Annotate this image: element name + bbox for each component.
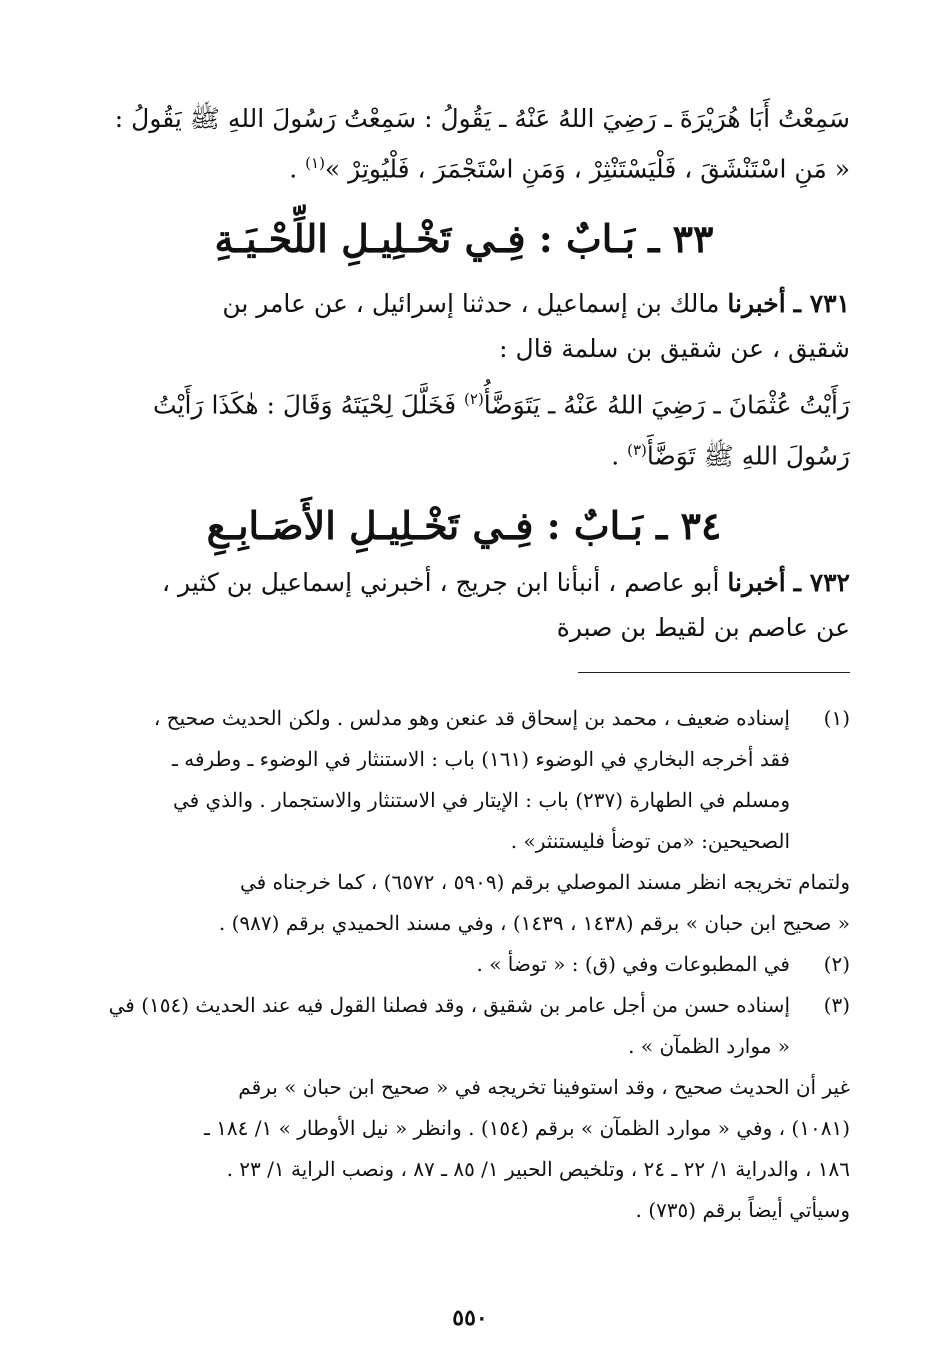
akhbarana-word: أخبرنا: [727, 567, 786, 597]
footnote-divider: [578, 672, 850, 673]
footnote-number: (١): [823, 705, 850, 730]
footnote-2: [78, 944, 850, 985]
punctuation: .: [611, 440, 628, 470]
akhbarana-word: أخبرنا: [727, 289, 786, 319]
hadith-text-line: سَمِعْتُ أَبَا هُرَيْرَةَ ـ رَضِيَ اللهُ عَنْهُ ـ يَقُولُ : سَمِعْتُ رَسُولَ اللهِ ﷺ يَقُولُ :: [114, 104, 850, 133]
matn-text: فَخَلَّلَ لِحْيَتَهُ وَقَالَ : هٰكَذَا رَأَيْتُ: [152, 390, 465, 420]
footnote-line: في المطبوعات وفي (ق) : « توضأ » .: [476, 951, 790, 976]
chapter-heading-33: ٣٣ ـ بَـابٌ : فِـي تَخْـلِيـلِ اللِّحْـيَـةِ: [214, 216, 714, 262]
footnote-ref[interactable]: (٢): [464, 390, 484, 409]
footnote-line: فقد أخرجه البخاري في الوضوء (١٦١) باب : الاستنثار في الوضوء ـ وطرفه ـ: [172, 746, 790, 771]
footnote-number: (٣): [823, 992, 850, 1017]
footnote-line: « صحيح ابن حبان » برقم (١٤٣٨ ، ١٤٣٩) ، وفي مسند الحميدي برقم (٩٨٧) .: [218, 910, 850, 935]
matn-text: رَسُولَ اللهِ ﷺ تَوَضَّأَ: [646, 440, 850, 470]
hadith-number: ٧٣٢ ـ: [793, 567, 850, 597]
footnote-3: [78, 985, 850, 1067]
hadith-matn-line: [78, 377, 850, 427]
matn-text: رَأَيْتُ عُثْمَانَ ـ رَضِيَ اللهُ عَنْهُ ـ يَتَوَضَّأُ: [483, 390, 850, 420]
footnote-line: الصحيحين: «من توضأ فليستنثر» .: [510, 828, 790, 853]
footnote-line: غير أن الحديث صحيح ، وقد استوفينا تخريجه في « صحيح ابن حبان » برقم: [238, 1074, 850, 1099]
footnote-line: ومسلم في الطهارة (٢٣٧) باب : الإيتار في الاستنثار والاستجمار . والذي في: [172, 787, 790, 812]
footnote-line: إسناده حسن من أجل عامر بن شقيق ، وقد فصلنا القول فيه عند الحديث (١٥٤) في: [108, 992, 790, 1017]
hadith-isnad-line: شقيق ، عن شقيق بن سلمة قال :: [499, 334, 850, 364]
footnote-number: (٢): [823, 951, 850, 976]
footnote-line: (١٠٨١) ، وفي « موارد الظمآن » برقم (١٥٤) . وانظر « نيل الأوطار » ١/ ١٨٤ ـ: [203, 1115, 850, 1140]
hadith-isnad-line: عن عاصم بن لقيط بن صبرة: [556, 612, 850, 642]
page-body: [78, 96, 850, 1231]
hadith-text-line: [78, 141, 850, 191]
footnote-line: ١٨٦ ، والدراية ١/ ٢٢ ـ ٢٤ ، وتلخيص الحبير ١/ ٨٥ ـ ٨٧ ، ونصب الراية ١/ ٢٣ .: [226, 1156, 850, 1181]
page-number: ٥٥٠: [452, 1305, 488, 1331]
isnad-text: مالك بن إسماعيل ، حدثنا إسرائيل ، عن عامر بن: [222, 289, 720, 319]
hadith-text: « مَنِ اسْتَنْشَقَ ، فَلْيَسْتَنْثِرْ ، وَمَنِ اسْتَجْمَرَ ، فَلْيُوتِرْ »: [324, 154, 850, 184]
punctuation: .: [289, 154, 306, 184]
footnote-ref[interactable]: (١): [305, 154, 325, 172]
footnote-line: وسيأتي أيضاً برقم (٧٣٥) .: [635, 1197, 850, 1222]
footnote-line: ولتمام تخريجه انظر مسند الموصلي برقم (٥٩٠٩ ، ٦٥٧٢) ، كما خرجناه في: [239, 869, 850, 894]
hadith-isnad-line: [78, 281, 850, 326]
hadith-isnad-line: [78, 560, 850, 605]
chapter-heading-34: ٣٤ ـ بَـابٌ : فِـي تَخْـلِيـلِ الأَصَـابِـعِ: [206, 502, 722, 548]
footnote-line: « موارد الظمآن » .: [628, 1033, 790, 1058]
isnad-text: أبو عاصم ، أنبأنا ابن جريج ، أخبرني إسماعيل بن كثير ،: [162, 567, 720, 597]
footnote-line: إسناده ضعيف ، محمد بن إسحاق قد عنعن وهو مدلس . ولكن الحديث صحيح ،: [153, 705, 790, 730]
hadith-number: ٧٣١ ـ: [793, 289, 850, 319]
footnote-ref[interactable]: (٣): [627, 440, 647, 459]
hadith-matn-line: [78, 428, 850, 478]
footnote-1: [78, 698, 850, 862]
